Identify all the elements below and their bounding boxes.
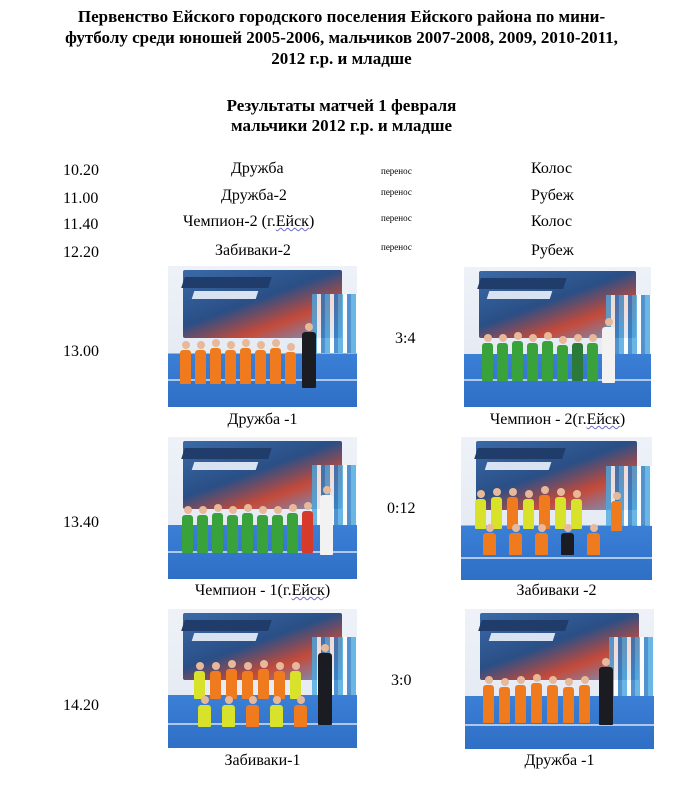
- team-photo-druzhba-1: [168, 266, 357, 407]
- team-photo-zabivaki-2: [461, 437, 652, 580]
- photo-caption-away: Чемпион - 2(г.Ейск): [489, 411, 626, 428]
- match-time: 14.20: [63, 697, 99, 714]
- postponed-note: перенос: [381, 187, 412, 197]
- match-time: 13.00: [63, 343, 99, 360]
- home-team: Чемпион-2 (г.Ейск): [183, 213, 315, 230]
- team-photo-chempion-1: [168, 437, 357, 579]
- photo-caption-away: Дружба -1: [524, 752, 595, 769]
- match-time: 13.40: [63, 514, 99, 531]
- postponed-note: перенос: [381, 213, 412, 223]
- postponed-note: перенос: [381, 166, 412, 176]
- away-team: Колос: [531, 160, 573, 177]
- match-time: 11.40: [63, 216, 99, 233]
- match-time: 10.20: [63, 162, 99, 179]
- match-time: 11.00: [63, 190, 99, 207]
- photo-caption-home: Чемпион - 1(г.Ейск): [194, 582, 331, 599]
- postponed-note: перенос: [381, 242, 412, 252]
- subtitle-line-1: Результаты матчей 1 февраля: [226, 96, 457, 115]
- match-time: 12.20: [63, 244, 99, 261]
- photo-caption-home: Дружба -1: [227, 411, 298, 428]
- match-score: 3:0: [391, 672, 412, 689]
- photo-caption-home: Забиваки-1: [224, 752, 301, 769]
- away-team: Колос: [531, 213, 573, 230]
- team-photo-druzhba-1-second: [465, 609, 654, 749]
- away-team: Рубеж: [531, 242, 574, 259]
- home-team: Забиваки-2: [215, 242, 291, 259]
- home-team: Дружба: [231, 160, 284, 177]
- match-score: 3:4: [395, 330, 416, 347]
- subtitle-line-2: мальчики 2012 г.р. и младше: [231, 116, 452, 135]
- title-line-1: Первенство Ейского городского поселения Ейского района по мини-: [77, 7, 606, 26]
- title-line-2: футболу среди юношей 2005-2006, мальчиков 2007-2008, 2009, 2010-2011,: [65, 28, 618, 47]
- away-team: Рубеж: [531, 187, 574, 204]
- match-score: 0:12: [387, 500, 416, 517]
- home-team: Дружба-2: [221, 187, 287, 204]
- page-title: [0, 6, 683, 69]
- team-photo-chempion-2: [464, 267, 651, 407]
- team-photo-zabivaki-1: [168, 609, 357, 748]
- results-subtitle: [0, 96, 683, 136]
- photo-caption-away: Забиваки -2: [516, 582, 597, 599]
- title-line-3: 2012 г.р. и младше: [271, 49, 412, 68]
